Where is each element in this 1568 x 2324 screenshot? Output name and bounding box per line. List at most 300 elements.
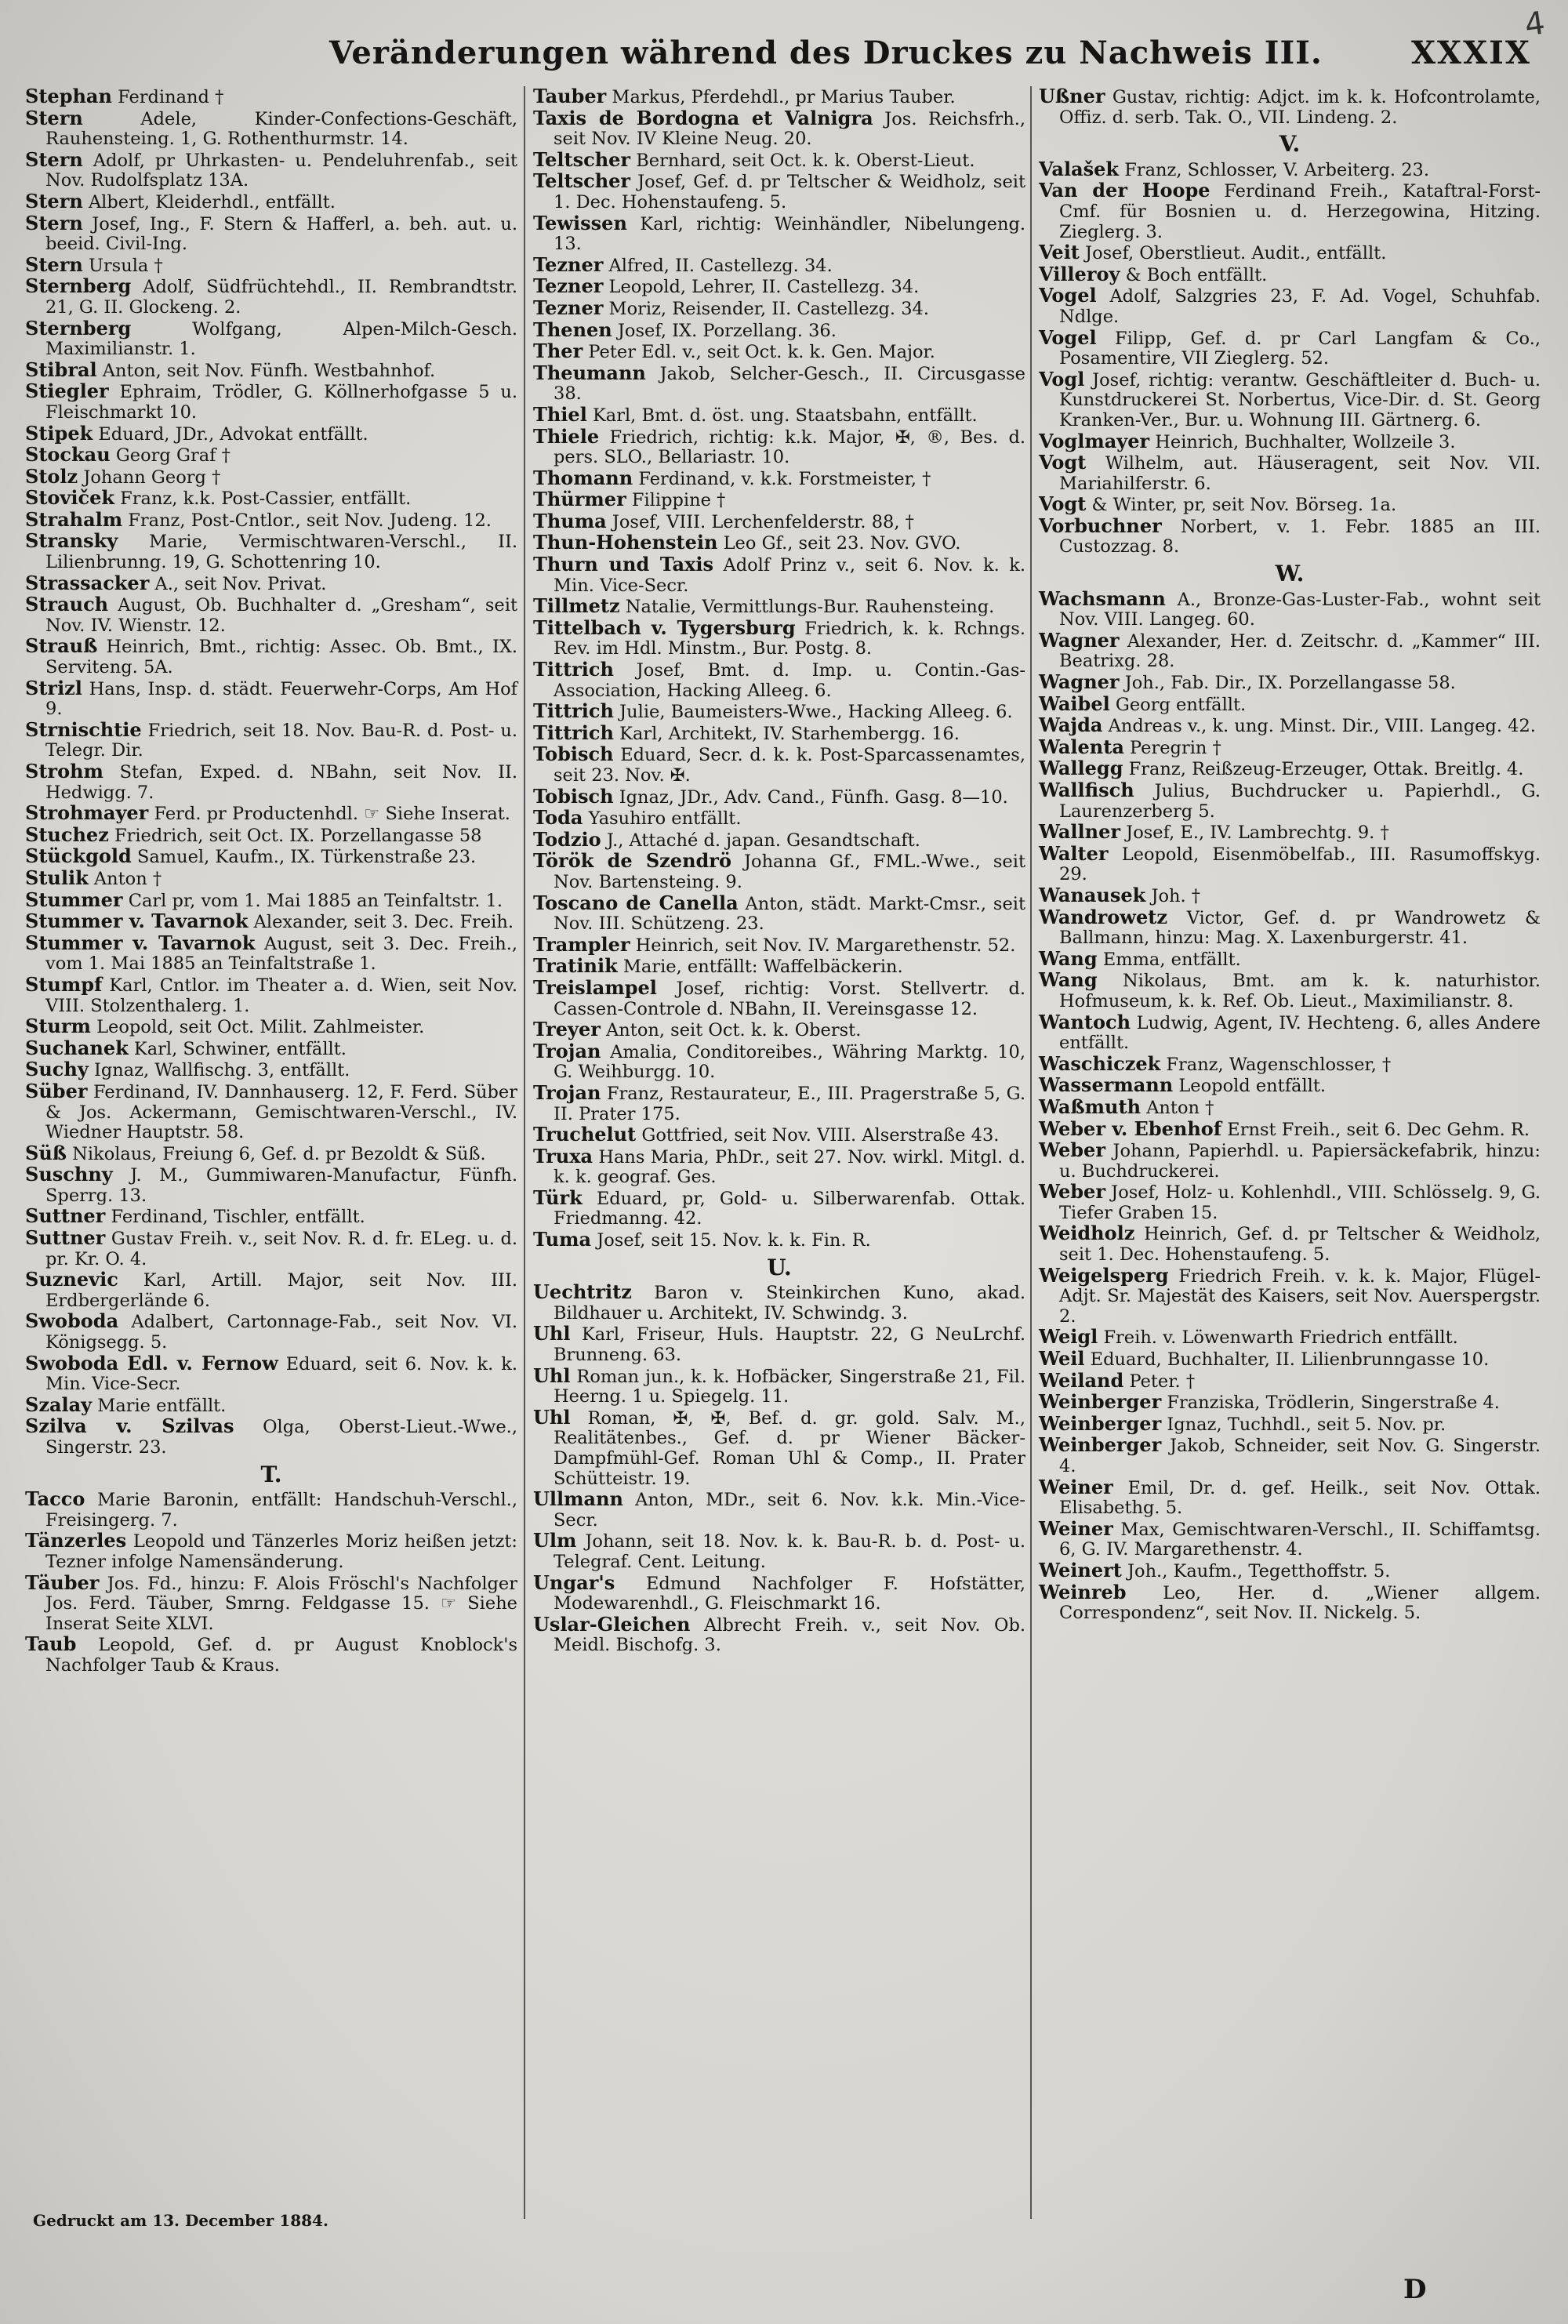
entry-details: Adolf Prinz v., seit 6. Nov. k. k. Min. Vice-Secr. — [554, 555, 1026, 596]
entry-details: Amalia, Conditoreibes., Währing Marktg. 10, G. Weihburgg. 10. — [554, 1041, 1025, 1083]
entry-name: Villeroy — [1039, 262, 1120, 285]
directory-entry — [533, 532, 1025, 554]
entry-name: Stern — [25, 189, 83, 212]
directory-entry — [25, 1164, 517, 1206]
entry-name: Tezner — [533, 274, 604, 298]
entry-details: Carl pr, vom 1. Mai 1885 an Teinfaltstr. 1. — [128, 890, 503, 911]
entry-name: Walter — [1039, 841, 1109, 865]
directory-entry — [25, 252, 517, 277]
entry-name: Stephan — [25, 85, 112, 107]
entry-details: Samuel, Kaufm., IX. Türkenstraße 23. — [136, 847, 477, 868]
section-heading: T. — [260, 1461, 282, 1487]
entry-details: August, seit 3. Dec. Freih., vom 1. Mai 1885 an Teinfaltstraße 1. — [45, 933, 518, 975]
entry-name: Täuber — [25, 1571, 100, 1594]
directory-entry — [1039, 715, 1541, 737]
entry-name: Strauß — [25, 634, 98, 658]
entry-details: Anton, seit Oct. k. k. Oberst. — [606, 1020, 862, 1041]
entry-details: Josef, richtig: Vorst. Stellvertr. d. Cassen-Controle d. NBahn, II. Vereinsgasse 12. — [554, 978, 1026, 1019]
entry-details: Ferdinand, IV. Dannhauserg. 12, F. Ferd. Süber & Jos. Ackermann, Gemischtwaren-Verschl., IV. Wiedner Hauptstr. 58. — [45, 1081, 517, 1143]
directory-entry — [25, 1081, 517, 1143]
directory-entry — [533, 554, 1025, 596]
directory-entry — [1039, 1327, 1541, 1349]
directory-entry — [533, 615, 1025, 659]
entry-details: Norbert, v. 1. Febr. 1885 an III. Custozzag. 8. — [1059, 516, 1541, 557]
entry-details: Karl, Architekt, IV. Starhembergg. 16. — [619, 723, 960, 744]
signature-mark: D — [1403, 2274, 1427, 2305]
directory-entry — [25, 1416, 517, 1458]
entry-details: Eduard, Buchhalter, II. Lilienbrunngasse 10. — [1090, 1349, 1490, 1371]
entry-name: Swoboda Edl. v. Fernow — [25, 1351, 278, 1374]
entry-details: Olga, Oberst-Lieut.-Wwe., Singerstr. 23. — [45, 1417, 517, 1458]
entry-name: Todzio — [533, 827, 601, 851]
entry-name: Weigelsperg — [1039, 1263, 1169, 1287]
entry-details: Stefan, Exped. d. NBahn, seit Nov. II. Hedwigg. 7. — [45, 762, 517, 803]
directory-entry — [533, 320, 1025, 342]
directory-entry — [1039, 1223, 1541, 1265]
directory-entry — [25, 213, 517, 255]
directory-entry — [1039, 452, 1541, 494]
entry-name: Tänzerles — [25, 1529, 127, 1552]
directory-entry — [1039, 1182, 1541, 1223]
entry-name: Ungar's — [533, 1571, 615, 1594]
entry-details: Josef, IX. Porzellang. 36. — [617, 320, 837, 341]
directory-entry — [1039, 180, 1541, 242]
entry-name: Teltscher — [533, 169, 631, 193]
entry-name: Wallner — [1039, 820, 1121, 844]
entry-name: Weber v. Ebenhof — [1039, 1117, 1222, 1140]
entry-name: Wajda — [1039, 714, 1103, 737]
entry-details: Bernhard, seit Oct. k. k. Oberst-Lieut. — [636, 150, 975, 171]
entry-details: Yasuhiro entfällt. — [588, 808, 742, 830]
entry-details: Peter Edl. v., seit Oct. k. k. Gen. Major. — [588, 342, 935, 363]
entry-name: Stummer — [25, 888, 123, 911]
entry-details: Leopold, Eisenmöbelfab., III. Rasumoffskyg. 29. — [1059, 844, 1541, 885]
entry-details: Edmund Nachfolger F. Hofstätter, Modewarenhdl., G. Fleischmarkt 16. — [554, 1573, 1025, 1614]
directory-entry — [25, 147, 517, 191]
directory-entry — [1039, 822, 1541, 844]
directory-entry — [1039, 242, 1541, 264]
directory-entry — [533, 511, 1025, 533]
directory-entry — [533, 108, 1025, 150]
entry-details: Karl, Friseur, Huls. Hauptstr. 22, G NeuLrchf. Brunneng. 63. — [554, 1324, 1026, 1366]
entry-details: Leopold entfällt. — [1178, 1076, 1327, 1097]
directory-entry — [1039, 431, 1541, 453]
entry-name: Teltscher — [533, 147, 631, 171]
directory-entry — [533, 213, 1025, 255]
entry-name: Taxis de Bordogna et Valnigra — [533, 106, 873, 129]
entry-details: Heinrich, Buchhalter, Wollzeile 3. — [1155, 431, 1456, 452]
entry-name: Wang — [1039, 946, 1098, 970]
directory-entry — [533, 1282, 1025, 1324]
entry-name: Török de Szendrö — [533, 849, 731, 873]
entry-details: A., seit Nov. Privat. — [154, 573, 327, 594]
directory-entry — [1039, 1265, 1541, 1327]
entry-details: Ferdinand, v. k.k. Forstmeister, † — [638, 468, 931, 489]
directory-entry — [25, 972, 517, 1016]
entry-details: Josef, Ing., F. Stern & Hafferl, a. beh. aut. u. beeid. Civil-Ing. — [45, 213, 517, 255]
directory-entry — [25, 1311, 517, 1353]
entry-details: Karl, Artill. Major, seit Nov. III. Erdbergerlände 6. — [45, 1270, 517, 1311]
directory-entry — [1039, 758, 1541, 780]
entry-name: Stibral — [25, 358, 97, 381]
directory-entry — [25, 1059, 517, 1081]
entry-name: Wanausek — [1039, 883, 1146, 906]
page-title: Veränderungen während des Druckes zu Nachweis III. — [329, 34, 1323, 71]
entry-details: Leo Gf., seit 23. Nov. GVO. — [723, 533, 961, 554]
entry-details: Adolf, Südfrüchtehdl., II. Rembrandtstr. 21, G. II. Glockeng. 2. — [45, 277, 517, 318]
directory-entry — [1039, 494, 1541, 516]
entry-details: Anton † — [1146, 1097, 1214, 1118]
entry-details: Josef, Bmt. d. Imp. u. Contin.-Gas-Association, Hacking Alleeg. 6. — [554, 660, 1025, 701]
column-divider — [1030, 86, 1032, 2219]
entry-name: Van der Hoope — [1039, 179, 1210, 202]
entry-details: Ferd. pr Productenhdl. ☞ Siehe Inserat. — [154, 804, 510, 825]
entry-name: Strohmayer — [25, 801, 149, 825]
directory-entry — [25, 933, 517, 975]
directory-entry — [25, 573, 517, 595]
entry-name: Szalay — [25, 1393, 93, 1416]
entry-name: Weinberger — [1039, 1411, 1162, 1435]
entry-name: Uechtritz — [533, 1280, 632, 1304]
entry-details: Johanna Gf., FML.-Wwe., seit Nov. Bartensteing. 9. — [554, 852, 1025, 892]
directory-entry — [1039, 516, 1541, 557]
directory-entry — [25, 1038, 517, 1060]
directory-entry — [1039, 159, 1541, 181]
directory-entry — [533, 1229, 1025, 1251]
entry-details: Ignaz, JDr., Adv. Cand., Fünfh. Gasg. 8—10. — [619, 786, 1008, 808]
entry-name: Stern — [25, 147, 83, 171]
directory-entry — [1039, 264, 1541, 286]
directory-entry — [533, 468, 1025, 490]
section-heading: V. — [1279, 131, 1301, 158]
entry-name: Thuma — [533, 509, 607, 532]
directory-entry — [1039, 841, 1541, 885]
entry-name: Trampler — [533, 932, 630, 956]
entry-details: Nikolaus, Bmt. am k. k. naturhistor. Hofmuseum, k. k. Ref. Ob. Lieut., Maximilianstr. 8. — [1059, 971, 1541, 1011]
entry-details: Johann, seit 18. Nov. k. k. Bau-R. b. d. Post- u. Telegraf. Cent. Leitung. — [554, 1531, 1025, 1572]
directory-entry — [25, 1228, 517, 1269]
print-date: Gedruckt am 13. December 1884. — [33, 2211, 328, 2230]
entry-details: Julie, Baumeisters-Wwe., Hacking Alleeg. 6. — [619, 702, 1013, 723]
entry-details: Ferdinand † — [118, 87, 224, 107]
entry-details: Friedrich Freih. v. k. k. Major, Flügel-Adjt. Sr. Majestät des Kaisers, seit Nov. Auerspergstr. 2. — [1059, 1265, 1541, 1327]
directory-entry — [25, 488, 517, 510]
entry-details: Jakob, Schneider, seit Nov. G. Singerstr. 4. — [1059, 1436, 1541, 1476]
entry-details: Karl, Schwiner, entfällt. — [133, 1038, 347, 1059]
directory-entry — [533, 341, 1025, 363]
entry-details: Albrecht Freih. v., seit Nov. Ob. Meidl. Bischofg. 3. — [554, 1614, 1025, 1656]
directory-entry — [25, 868, 517, 890]
entry-details: Ignaz, Wallfischg. 3, entfällt. — [93, 1060, 350, 1081]
directory-entry — [25, 1395, 517, 1417]
entry-name: Weber — [1039, 1138, 1105, 1162]
entry-details: Franz, Schlosser, V. Arbeiterg. 23. — [1124, 159, 1430, 180]
entry-details: Karl, Cntlor. im Theater a. d. Wien, seit Nov. VIII. Stolzenthalerg. 1. — [45, 975, 517, 1016]
directory-entry — [25, 1634, 517, 1676]
entry-name: Waßmuth — [1039, 1095, 1142, 1118]
entry-details: Moriz, Reisender, II. Castellezg. 34. — [608, 298, 930, 319]
entry-details: & Winter, pr, seit Nov. Börseg. 1a. — [1091, 495, 1397, 516]
entry-name: Weiner — [1039, 1475, 1113, 1498]
directory-entry — [1039, 1560, 1541, 1582]
directory-entry — [1039, 1477, 1541, 1519]
entry-name: Vogt — [1039, 492, 1087, 516]
entry-details: Leopold und Tänzerles Moriz heißen jetzt: Tezner infolge Namensänderung. — [45, 1531, 517, 1572]
entry-name: Vogt — [1039, 451, 1087, 474]
entry-name: Stummer v. Tavarnok — [25, 910, 249, 933]
entry-details: Franz, k.k. Post-Cassier, entfällt. — [120, 488, 412, 510]
directory-entry — [1039, 1349, 1541, 1371]
directory-entry — [25, 381, 517, 423]
entry-details: Marie Baronin, entfällt: Handschuh-Verschl., Freisingerg. 7. — [45, 1490, 517, 1531]
directory-entry — [1039, 1582, 1541, 1624]
entry-details: Max, Gemischtwaren-Verschl., II. Schiffamtsg. 6, G. IV. Margarethenstr. 4. — [1059, 1519, 1541, 1560]
entry-details: Emma, entfällt. — [1102, 949, 1241, 970]
entry-name: Theumann — [533, 361, 646, 384]
entry-details: Friedrich, seit 18. Nov. Bau-R. d. Post- u. Telegr. Dir. — [45, 720, 517, 761]
directory-entry — [1039, 1368, 1541, 1393]
entry-details: Josef, VIII. Lerchenfelderstr. 88, † — [612, 511, 914, 532]
directory-entry — [1039, 1140, 1541, 1182]
directory-entry — [533, 252, 1025, 277]
entry-details: Franz, Restaurateur, E., III. Pragerstraße 5, G. II. Prater 175. — [554, 1083, 1025, 1124]
directory-entry — [25, 507, 517, 532]
entry-details: Emil, Dr. d. gef. Heilk., seit Nov. Ottak. Elisabethg. 5. — [1059, 1477, 1541, 1519]
entry-name: Tillmetz — [533, 594, 620, 618]
entry-name: Ullmann — [533, 1487, 624, 1511]
handwritten-page-mark: 4 — [1522, 5, 1548, 44]
directory-entry — [533, 1407, 1025, 1489]
entry-details: Freih. v. Löwenwarth Friedrich entfällt. — [1103, 1327, 1458, 1349]
directory-entry — [533, 851, 1025, 892]
directory-entry — [25, 191, 517, 213]
directory-entry — [25, 423, 517, 445]
page-number: XXXIX — [1411, 34, 1531, 71]
entry-name: Treyer — [533, 1018, 601, 1041]
entry-details: Victor, Gef. d. pr Wandrowetz & Ballmann, hinzu: Mag. X. Laxenburgerstr. 41. — [1059, 907, 1541, 949]
entry-details: August, Ob. Buchhalter d. „Gresham“, seit Nov. IV. Wienstr. 12. — [45, 595, 517, 636]
directory-entry — [1039, 1075, 1541, 1097]
entry-name: Weigl — [1039, 1325, 1098, 1349]
entry-name: Weidholz — [1039, 1222, 1135, 1245]
entry-name: Valašek — [1039, 157, 1120, 180]
column-3 — [1039, 86, 1541, 1624]
entry-name: Tittrich — [533, 721, 614, 744]
entry-name: Weinberger — [1039, 1390, 1162, 1414]
entry-details: J., Attaché d. japan. Gesandtschaft. — [606, 830, 920, 851]
entry-name: Stern — [25, 106, 83, 129]
entry-details: Albert, Kleiderhdl., entfällt. — [88, 191, 336, 212]
entry-details: Josef, Gef. d. pr Teltscher & Weidholz, seit 1. Dec. Hohenstaufeng. 5. — [554, 172, 1026, 212]
entry-details: J. M., Gummiwaren-Manufactur, Fünfh. Sperrg. 13. — [45, 1165, 517, 1206]
entry-name: Weinreb — [1039, 1580, 1127, 1603]
entry-details: Peregrin † — [1130, 737, 1221, 758]
entry-name: Wagner — [1039, 670, 1120, 694]
entry-name: Tittrich — [533, 699, 614, 723]
entry-name: Toda — [533, 806, 583, 830]
directory-entry — [25, 1489, 517, 1531]
directory-entry — [25, 846, 517, 868]
entry-name: Thun-Hohenstein — [533, 531, 718, 554]
entry-name: Thiel — [533, 402, 587, 426]
entry-details: Georg entfällt. — [1115, 694, 1247, 715]
directory-entry — [533, 363, 1025, 405]
directory-entry — [1039, 1012, 1541, 1054]
entry-name: Sternberg — [25, 316, 132, 340]
directory-entry — [533, 1041, 1025, 1083]
entry-details: Friedrich, seit Oct. IX. Porzellangasse 58 — [114, 825, 482, 846]
entry-details: Karl, Bmt. d. öst. ung. Staatsbahn, entfällt. — [592, 405, 978, 426]
entry-name: Strnischtie — [25, 717, 142, 741]
directory-entry — [25, 86, 517, 108]
directory-entry — [533, 1531, 1025, 1572]
directory-entry — [25, 636, 517, 677]
entry-name: Stipek — [25, 421, 93, 445]
entry-name: Stulik — [25, 866, 89, 889]
entry-details: Josef, richtig: verantw. Geschäftleiter d. Buch- u. Kunstdruckerei St. Norbertus, Vice-Dir. d. St. Georg Kranken-Ver., Bur. u. Wohnung III. Gärtnerg. 6. — [1059, 369, 1541, 430]
entry-details: Adolf, pr Uhrkasten- u. Pendeluhrenfab., seit Nov. Rudolfsplatz 13A. — [45, 150, 517, 191]
entry-details: Gottfried, seit Nov. VIII. Alserstraße 43. — [641, 1125, 1000, 1146]
entry-details: Nikolaus, Freiung 6, Gef. d. pr Bezoldt & Süß. — [72, 1143, 486, 1164]
entry-name: Weiner — [1039, 1516, 1113, 1540]
entry-details: Filippine † — [631, 490, 726, 511]
directory-entry — [533, 975, 1026, 1019]
directory-entry — [25, 1573, 517, 1635]
entry-name: Tittrich — [533, 658, 614, 681]
entry-details: Eduard, pr, Gold- u. Silberwarenfab. Ottak. Friedmanng. 42. — [554, 1188, 1025, 1229]
directory-entry — [25, 1531, 517, 1572]
entry-details: Alexander, seit 3. Dec. Freih. — [253, 912, 514, 933]
directory-entry — [1039, 1516, 1541, 1560]
directory-entry — [25, 360, 517, 382]
entry-name: Weinberger — [1039, 1433, 1162, 1457]
directory-entry — [533, 956, 1025, 978]
entry-details: Wilhelm, aut. Häuseragent, seit Nov. VII. Mariahilferstr. 6. — [1059, 453, 1541, 494]
entry-name: Thomann — [533, 466, 633, 489]
directory-entry — [1039, 907, 1541, 949]
directory-entry — [1039, 369, 1541, 431]
directory-entry — [25, 1353, 517, 1395]
entry-details: Ernst Freih., seit 6. Dec Gehm. R. — [1227, 1119, 1530, 1140]
directory-entry — [25, 108, 517, 150]
entry-details: Gustav, richtig: Adjct. im k. k. Hofcontrolamte, Offiz. d. serb. Tak. O., VII. Lindeng. 2. — [1059, 87, 1541, 128]
entry-name: Suznevic — [25, 1268, 118, 1291]
column-1 — [25, 86, 517, 1676]
entry-name: Strahalm — [25, 507, 123, 531]
directory-entry — [533, 744, 1025, 786]
directory-entry — [533, 1188, 1025, 1229]
directory-entry — [25, 1206, 517, 1228]
entry-name: Voglmayer — [1039, 429, 1150, 452]
entry-name: Treislampel — [533, 975, 657, 999]
entry-name: Thenen — [533, 318, 612, 341]
entry-details: Josef, E., IV. Lambrechtg. 9. † — [1126, 822, 1389, 844]
directory-entry — [533, 701, 1025, 723]
directory-entry — [533, 1489, 1025, 1531]
directory-entry — [25, 1143, 517, 1165]
section-heading: U. — [767, 1254, 792, 1280]
entry-details: Roman, ✠, ✠, Bef. d. gr. gold. Salv. M., Realitätenbes., Gef. d. pr Wiener Bäcker-Dampfmühl-Gef. Roman Uhl & Comp., II. Prater Schütteistr. 19. — [554, 1407, 1025, 1489]
entry-name: Taub — [25, 1632, 77, 1656]
entry-details: Friedrich, k. k. Rchngs. Rev. im Hdl. Minstm., Bur. Postg. 8. — [554, 618, 1025, 659]
directory-entry — [1039, 1435, 1541, 1476]
directory-entry — [533, 1146, 1025, 1188]
directory-entry — [533, 1614, 1025, 1656]
entry-details: Josef, Oberstlieut. Audit., entfällt. — [1085, 243, 1387, 264]
entry-name: Tuma — [533, 1228, 592, 1251]
directory-entry — [533, 596, 1025, 618]
entry-details: Gustav Freih. v., seit Nov. R. d. fr. ELeg. u. d. pr. Kr. O. 4. — [45, 1229, 517, 1269]
entry-name: Stolz — [25, 464, 78, 488]
entry-name: Weber — [1039, 1180, 1105, 1204]
entry-details: Adele, Kinder-Confections-Geschäft, Rauhensteing. 1, G. Rothenthurmstr. 14. — [45, 108, 518, 150]
entry-name: Wandrowetz — [1039, 905, 1167, 928]
entry-name: Tittelbach v. Tygersburg — [533, 615, 796, 639]
entry-details: Eduard, Secr. d. k. k. Post-Sparcassenamtes, seit 23. Nov. ✠. — [554, 745, 1026, 786]
entry-details: Natalie, Vermittlungs-Bur. Rauhensteing. — [625, 597, 995, 618]
directory-entry — [533, 424, 1025, 468]
entry-details: Josef, Holz- u. Kohlenhdl., VIII. Schlösselg. 9, G. Tiefer Graben 15. — [1059, 1182, 1541, 1223]
entry-name: Tacco — [25, 1487, 85, 1511]
entry-details: Johann, Papierhdl. u. Papiersäckefabrik, hinzu: u. Buchdruckerei. — [1059, 1141, 1541, 1182]
directory-entry — [533, 723, 1025, 745]
directory-entry — [25, 531, 517, 572]
entry-name: Wallegg — [1039, 757, 1123, 780]
entry-details: Marie, Vermischtwaren-Verschl., II. Lilienbrunng. 19, G. Schottenring 10. — [45, 532, 517, 573]
entry-name: Ulm — [533, 1529, 577, 1552]
entry-name: Suchy — [25, 1058, 89, 1081]
entry-details: Baron v. Steinkirchen Kuno, akad. Bildhauer u. Architekt, IV. Schwindg. 3. — [554, 1283, 1026, 1324]
entry-name: Stumpf — [25, 972, 103, 996]
entry-details: Joh., Kaufm., Tegetthoffstr. 5. — [1127, 1560, 1391, 1581]
entry-details: A., Bronze-Gas-Luster-Fab., wohnt seit Nov. VIII. Langeg. 60. — [1059, 589, 1541, 630]
directory-entry — [533, 808, 1025, 830]
entry-name: Thurn und Taxis — [533, 553, 713, 576]
entry-name: Swoboda — [25, 1309, 119, 1333]
directory-entry — [1039, 780, 1541, 822]
entry-details: Peter. † — [1129, 1371, 1196, 1392]
entry-name: Truchelut — [533, 1123, 637, 1146]
entry-details: Markus, Pferdehdl., pr Marius Tauber. — [612, 87, 956, 107]
entry-details: Anton, seit Nov. Fünfh. Westbahnhof. — [102, 360, 436, 381]
directory-entry — [533, 786, 1025, 808]
directory-entry — [533, 171, 1025, 212]
directory-entry — [1039, 1051, 1541, 1076]
directory-entry — [1039, 672, 1541, 694]
directory-entry — [25, 445, 517, 467]
entry-details: Franz, Reißzeug-Erzeuger, Ottak. Breitlg. 4. — [1128, 759, 1524, 780]
directory-entry — [25, 276, 517, 318]
entry-details: Ursula † — [88, 255, 163, 276]
entry-name: Tratinik — [533, 954, 618, 978]
entry-details: Leopold, Gef. d. pr August Knoblock's Nachfolger Taub & Kraus. — [45, 1635, 517, 1676]
entry-name: Uhl — [533, 1322, 571, 1345]
directory-entry — [533, 1366, 1025, 1407]
directory-entry — [1039, 586, 1541, 630]
entry-name: Sternberg — [25, 274, 132, 298]
directory-entry — [1039, 885, 1541, 907]
page-header — [0, 5, 1568, 77]
entry-name: Veit — [1039, 241, 1080, 264]
entry-details: Marie entfällt. — [97, 1395, 227, 1416]
entry-name: Ußner — [1039, 85, 1105, 107]
directory-entry — [533, 1573, 1025, 1614]
entry-details: Hans, Insp. d. städt. Feuerwehr-Corps, Am Hof 9. — [45, 678, 518, 720]
entry-name: Trojan — [533, 1080, 601, 1104]
directory-entry — [25, 890, 517, 912]
entry-name: Suchanek — [25, 1036, 129, 1059]
entry-name: Walenta — [1039, 735, 1124, 758]
